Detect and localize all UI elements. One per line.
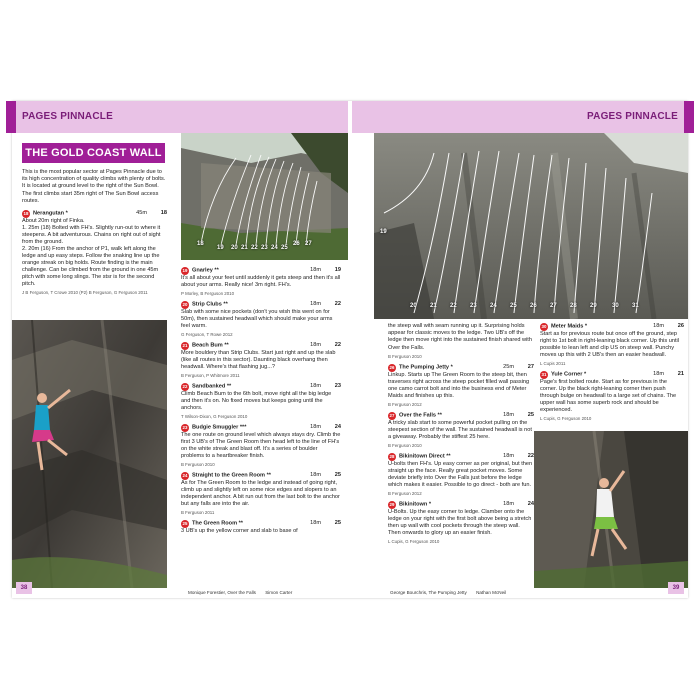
right-column-1 [388,323,536,549]
route-name: Nerangutan * [33,210,68,217]
route-description: More bouldery than Strip Clubs. Start just right and up the slab (like all routes in this sector). Daunting black overhang then headwall. Where's that flashing jug...? [181,350,336,370]
topo-route-label: 30 [612,303,619,309]
route-header [388,501,534,509]
route-grade: 25 [334,520,341,526]
route-21 [181,342,341,379]
topo-photo-large [374,133,688,319]
route-30 [540,323,684,367]
route-header [540,371,684,379]
right-col2-route-list [540,323,686,426]
route-credit: P Morley, B Ferguson 2010 [181,291,235,296]
page-number-left: 38 [16,582,32,594]
topo-route-label: 22 [251,245,258,251]
route-number: 28 [389,454,395,460]
route-name: Straight to the Green Room ** [192,472,271,479]
route-grade: 25 [527,412,534,419]
route-header [181,267,341,275]
topo-route-label: 26 [293,241,300,247]
route-header [181,342,341,350]
route-name: The Pumping Jetty * [399,364,453,371]
route-name: Bikinitown Direct ** [399,453,451,460]
route-credit: B Ferguson, P Whitmore 2011 [181,373,240,378]
route-length: 18m [503,453,514,460]
right-caption-text: George Bourchris, The Pumping Jetty [390,590,467,595]
route-description: Slab with some nice pockets (don't you wish this went on for 50m), then sustained headwall which should make your arms feel warm. [181,309,333,329]
route-length: 18m [310,472,321,478]
route-description: Linkup. Starts up The Green Room to the steep bit, then traverses right across the steep pocket filled wall passing one camo carrot bolt and into the business end of Meter Maids and finishes up this. [388,372,530,400]
left-edge-tab [6,101,16,133]
route-description: U-bolts then FH's. Up easy corner as per original, but then straight up the face. Really great pocket moves. Some deviate briefly into Over the Falls just before the ledge which makes it easier. Possible to go direct - both are fun. [388,461,533,489]
route-number: 27 [389,413,395,419]
route-25 [181,520,341,535]
route-grade: 25 [334,472,341,478]
route-name: Strip Clubs ** [192,301,228,308]
section-title: THE GOLD COAST WALL [22,143,165,163]
route-length: 18m [310,383,321,389]
route-description: U-Bolts. Up the easy corner to ledge. Clamber onto the ledge on your right with the first bolt above being a stretch then up wall with cool pockets through the steep wall. Then onwards to glory up an easier finish. [388,509,532,537]
route-number: 18 [23,211,29,216]
route-18 [22,210,167,296]
route-20 [181,301,341,338]
route-header [181,424,341,432]
topo-route-label: 21 [241,245,248,251]
route-length: 25m [503,364,514,371]
route-length: 18m [310,520,321,526]
route-credit: L Cupis 2011 [540,361,566,366]
route-credit: B Ferguson 2010 [181,462,215,467]
route-31 [540,371,684,422]
route-number: 26 [389,365,395,371]
route-credit: L Cupis, G Ferguson 2010 [388,539,440,545]
route-grade: 24 [334,424,341,430]
topo-route-label: 29 [590,303,597,309]
route-credit: L Cupis, G Ferguson 2010 [540,416,592,421]
route-name: Yule Corner * [551,371,587,378]
route-name: Budgie Smuggler *** [192,424,247,431]
right-col1-route-list [388,364,536,545]
topo-route-label: 27 [305,241,312,247]
page-number-right: 39 [668,582,684,594]
topo-route-label: 27 [550,303,557,309]
route-grade: 26 [677,323,684,329]
right-caption-credit: Nathan McNeil [476,590,507,595]
route-credit: B Ferguson 2012 [388,491,422,497]
route-grade: 27 [527,364,534,371]
route-number: 20 [182,302,188,307]
topo-route-label: 25 [281,245,288,251]
route-header [388,364,534,372]
route-25-credit: B Ferguson 2010 [388,353,422,359]
topo-route-label: 19 [380,229,387,235]
route-length: 18m [503,412,514,419]
left-photo-caption-bar [188,588,348,598]
route-number: 31 [541,372,547,377]
route-length: 18m [310,267,321,273]
route-header [540,323,684,331]
route-name: Meter Maids * [551,323,588,330]
route-description: It's all about your feet until suddenly it gets steep and then it's all about your arms. Really nice! 3m right. FH's. [181,275,341,288]
route-credit: B Ferguson 2010 [388,443,422,449]
topo-route-label: 21 [430,303,437,309]
route-number: 29 [389,502,395,508]
route-grade: 18 [160,210,167,216]
route-23 [181,424,341,468]
route-number: 25 [182,521,188,526]
route-grade: 23 [334,383,341,389]
topo-route-label: 31 [632,303,639,309]
right-header-title: PAGES PINNACLE [587,111,678,122]
route-grade: 22 [527,453,534,460]
topo-route-label: 23 [470,303,477,309]
route-number: 21 [182,343,188,348]
route-length: 18m [310,424,321,430]
topo-route-label: 26 [530,303,537,309]
route-description: Climb Beach Bum to the 6th bolt, move right all the big ledge and then it's on. No fixed moves but keeps going until the anchors. [181,391,332,411]
right-photo-caption-bar [390,588,550,598]
route-length: 18m [310,342,321,348]
route-name: Sandbanked ** [192,383,232,390]
route-credit: B Ferguson 2011 [181,510,215,515]
route-description: About 20m right of Finka. 1. 25m (18) Bolted with FH's. Slightly run-out to where it steepens. A bit adventurous. Chains on right out of sight from the ground. 2. 20m (16) From the anchor of P1, walk left along the ledge and up easy steps. Follow the snaking line up the orange streak on big holds. Route finding is the main challenge. Can be climbed from the ground in one 45m pitch with some long slings. The stsr is for the second pitch. [22,218,161,287]
route-28 [388,453,534,497]
route-description: Page's first bolted route. Start as for previous in the corner. Up the black right-leaning corner then push through bulge on headwall to a large set of chains. The upper wall has some superb rock and should be experienced. [540,379,677,413]
topo-route-label: 22 [450,303,457,309]
topo-route-label: 28 [570,303,577,309]
topo-route-label: 24 [271,245,278,251]
route-25-continuation: the steep wall with seam running up it. Surprising holds appear for classic moves to the ledge. Two UB's off the ledge then move right into the sustained finish shared with Over the Falls. [388,323,532,351]
route-24 [181,472,341,516]
left-caption-text: Monique Forestier, Over the Falls [188,590,256,595]
route-number: 19 [182,268,188,273]
route-header [181,472,341,480]
left-photo-caption [24,588,164,598]
route-length: 18m [310,301,321,307]
right-page-header [352,101,688,133]
route-name: Bikinitown * [399,501,432,508]
left-route-list [181,267,341,539]
route-grade: 19 [334,267,341,273]
topo-route-label: 19 [217,245,224,251]
route-credit: J B Ferguson, T Crowe 2010 (P2) B Ferguson, G Ferguson 2011 [22,290,148,295]
route-description: Start as for previous route but once off the ground, step right to 1st bolt in right-leaning black corner. Up this until possible to lean left and clip US on steep wall. Punchy moves up this with 2 UB's then an easier headwall. [540,331,679,358]
route-length: 45m [136,210,147,216]
route-name: The Green Room ** [192,520,243,527]
route-header [388,412,534,420]
topo-route-label: 24 [490,303,497,309]
route-header [181,301,341,309]
route-length: 18m [653,371,664,377]
route-header [181,383,341,391]
left-page-header [12,101,348,133]
route-credit: B Ferguson 2012 [388,402,422,408]
right-edge-tab [684,101,694,133]
route-name: Gnarley ** [192,267,219,274]
route-number: 22 [182,384,188,389]
route-header [181,520,341,528]
route-19 [181,267,341,297]
route-description: As for The Green Room to the ledge and instead of going right, climb up and slightly left on some nice edges and slopers to an independent anchor. A bit run out from the last bolt to the anchor but any falls are into the air. [181,480,340,507]
route-number: 23 [182,425,188,430]
guidebook-spread [12,101,688,598]
climber-photo-left [12,320,167,588]
climber-photo-right [534,431,688,588]
route-number: 24 [182,473,188,478]
left-caption-credit: Simon Carter [265,590,293,595]
route-name: Beach Bum ** [192,342,229,349]
route-credit: T Wilson-Dixon, G Ferguson 2010 [181,414,248,419]
left-header-title: PAGES PINNACLE [22,111,113,122]
route-22 [181,383,341,420]
route-description: A tricky slab start to some powerful pocket pulling on the steepest section of the wall. The sustained headwall is not a giveaway. Probably the stiffest 25 here. [388,420,532,441]
topo-photo-small [181,133,348,260]
topo-route-label: 25 [510,303,517,309]
route-grade: 24 [527,501,534,508]
route-description: 3 UB's up the yellow corner and slab to base of [181,528,298,534]
route-header [388,453,534,461]
topo-route-label: 18 [197,241,204,247]
topo-route-label: 23 [261,245,268,251]
route-grade: 22 [334,301,341,307]
route-name: Over the Falls ** [399,412,442,419]
route-number: 30 [541,324,547,329]
route-description: The one route on ground level which always stays dry. Climb the first 3 UB's of The Green Room then head left to the line of FH's on the white streak and blast off. It's a series of boulder problems to a heartbreaker finish. [181,432,341,459]
intro-text: This is the most popular sector at Pages Pinnacle due to its high concentration of quality climbs with plenty of bolts. It is located at ground level to the right of the Sun Bowl. The first climbs start 35m right of The Sun Bowl access routes. [22,169,166,204]
route-grade: 21 [677,371,684,377]
route-26 [388,364,534,408]
route-29 [388,501,534,545]
topo-route-label: 20 [231,245,238,251]
topo-route-label: 20 [410,303,417,309]
route-length: 18m [503,501,514,508]
route-27 [388,412,534,449]
route-grade: 22 [334,342,341,348]
route-length: 18m [653,323,664,329]
route-credit: G Ferguson, T Rowe 2012 [181,332,233,337]
